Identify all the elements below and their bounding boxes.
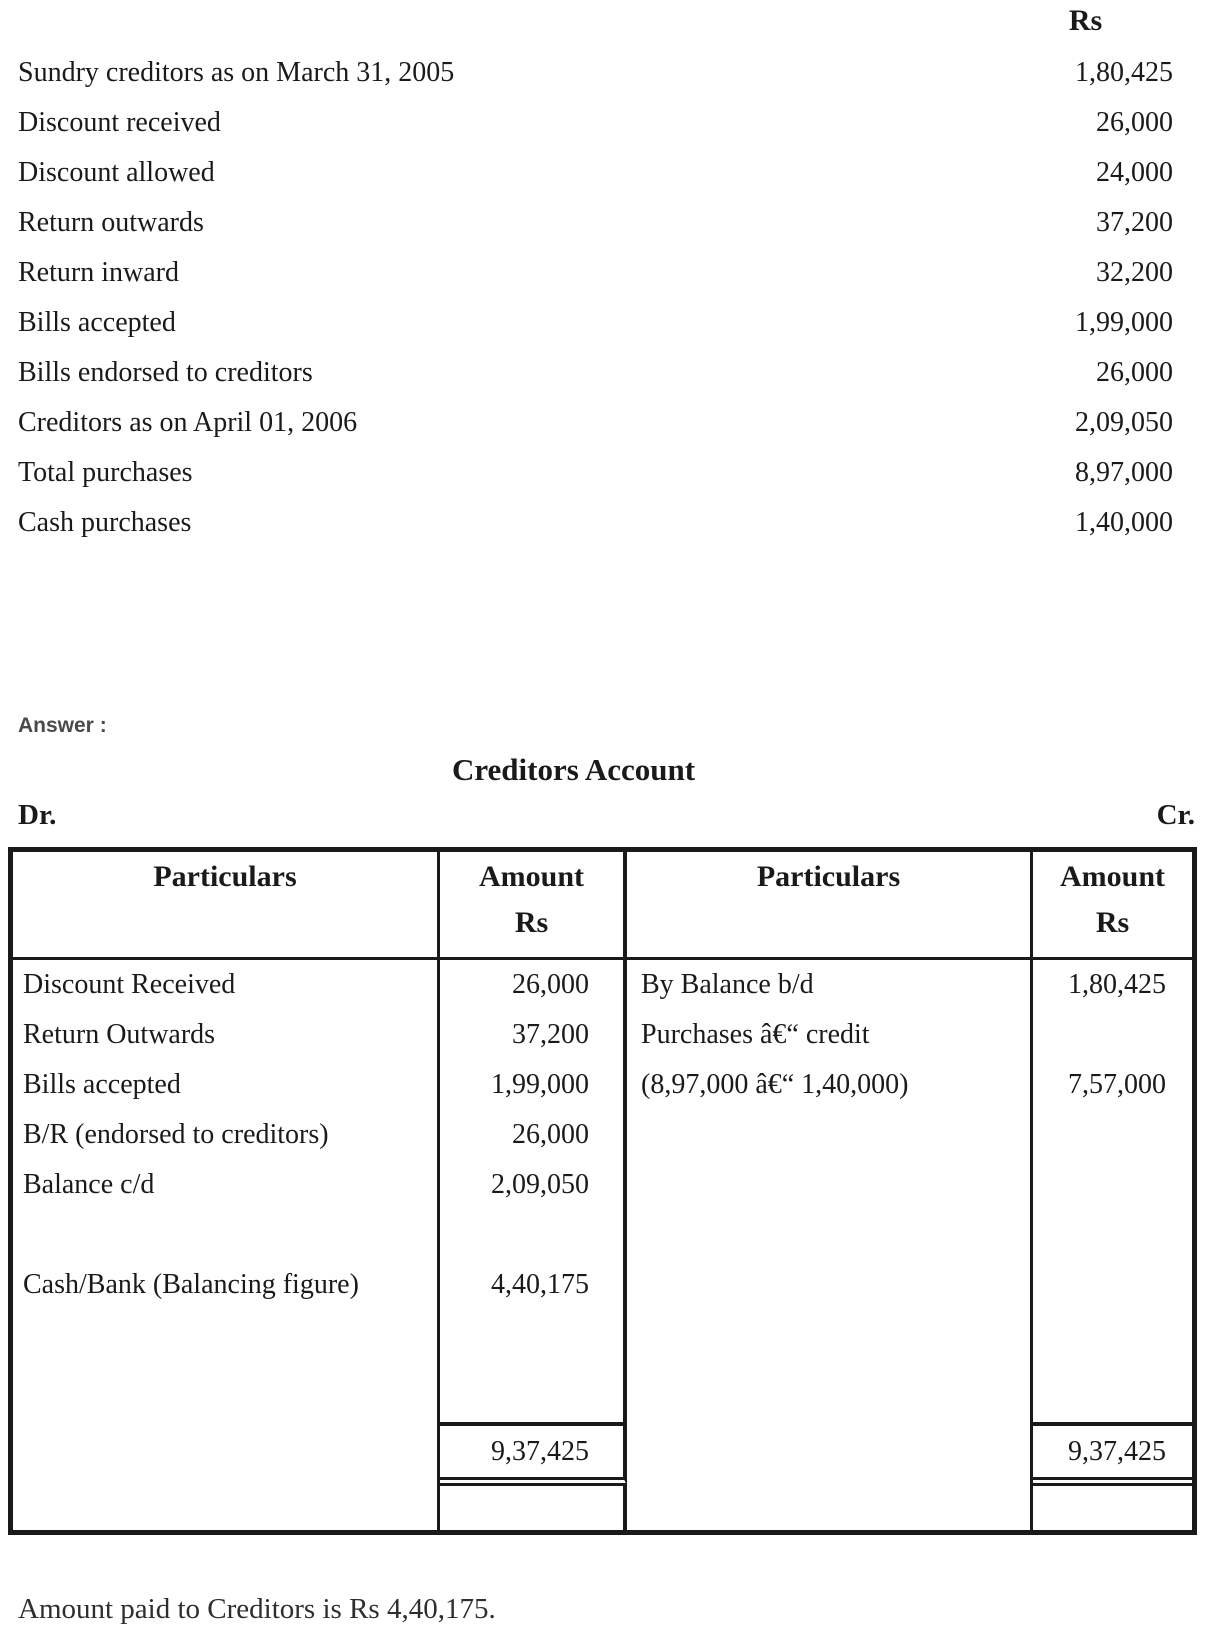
item-label: Discount received [18, 107, 221, 138]
item-amount: 1,99,000 [1075, 307, 1173, 338]
credit-amount [1033, 1010, 1192, 1060]
credit-amount [1033, 1160, 1192, 1210]
debit-particulars: Return Outwards [13, 1010, 440, 1060]
table-row [13, 960, 1192, 1010]
debit-amount: 37,200 [440, 1010, 627, 1060]
cr-label: Cr. [1156, 799, 1195, 831]
empty-cell [13, 1422, 440, 1486]
item-amount: 1,80,425 [1075, 57, 1173, 88]
answer-label: Answer : [18, 714, 107, 737]
empty-cell [1033, 1486, 1192, 1530]
header-particulars-credit: Particulars [627, 852, 1033, 960]
list-item [18, 398, 1173, 448]
list-item [18, 98, 1173, 148]
header-amount-label: Amount [1059, 860, 1165, 893]
header-currency-label: Rs [1095, 906, 1130, 939]
dr-label: Dr. [18, 799, 57, 831]
item-amount: 8,97,000 [1075, 457, 1173, 488]
item-label: Cash purchases [18, 507, 192, 538]
account-title: Creditors Account [451, 752, 696, 787]
empty-cell [1033, 1310, 1192, 1422]
empty-cell [440, 1310, 627, 1422]
credit-particulars [627, 1260, 1033, 1310]
item-amount: 1,40,000 [1075, 507, 1173, 538]
credit-total: 9,37,425 [1033, 1422, 1192, 1486]
table-row [13, 1060, 1192, 1110]
debit-particulars: Discount Received [13, 960, 440, 1010]
debit-particulars: Bills accepted [13, 1060, 440, 1110]
header-amount-debit [440, 852, 627, 960]
debit-amount [440, 1210, 627, 1260]
table-row [13, 1260, 1192, 1310]
debit-amount: 4,40,175 [440, 1260, 627, 1310]
table-header-row [13, 852, 1192, 960]
header-particulars-debit: Particulars [13, 852, 440, 960]
item-amount: 24,000 [1096, 157, 1173, 188]
list-item [18, 348, 1173, 398]
list-item [18, 248, 1173, 298]
item-amount: 26,000 [1096, 357, 1173, 388]
item-label: Discount allowed [18, 157, 215, 188]
credit-amount [1033, 1210, 1192, 1260]
currency-header-row [18, 2, 1173, 48]
item-amount: 2,09,050 [1075, 407, 1173, 438]
item-label: Bills accepted [18, 307, 176, 338]
list-item [18, 448, 1173, 498]
debit-particulars: Balance c/d [13, 1160, 440, 1210]
credit-particulars: By Balance b/d [627, 960, 1033, 1010]
currency-header: Rs [1068, 4, 1103, 37]
debit-amount: 26,000 [440, 960, 627, 1010]
debit-particulars: B/R (endorsed to creditors) [13, 1110, 440, 1160]
debit-amount: 26,000 [440, 1110, 627, 1160]
dr-cr-row [18, 799, 1195, 832]
empty-cell [13, 1486, 440, 1530]
debit-particulars: Cash/Bank (Balancing figure) [13, 1260, 440, 1310]
creditors-account-table [8, 847, 1197, 1535]
table-total-row [13, 1422, 1192, 1486]
given-data-list [0, 0, 1205, 548]
empty-cell [627, 1486, 1033, 1530]
table-filler-row [13, 1310, 1192, 1422]
empty-cell [13, 1310, 440, 1422]
list-item [18, 298, 1173, 348]
debit-amount: 1,99,000 [440, 1060, 627, 1110]
credit-particulars: Purchases â€“ credit [627, 1010, 1033, 1060]
list-item [18, 48, 1173, 98]
item-amount: 32,200 [1096, 257, 1173, 288]
debit-total: 9,37,425 [440, 1422, 627, 1486]
table-row [13, 1160, 1192, 1210]
empty-cell [627, 1422, 1033, 1486]
credit-amount [1033, 1110, 1192, 1160]
item-label: Return inward [18, 257, 179, 288]
item-label: Return outwards [18, 207, 204, 238]
credit-particulars: (8,97,000 â€“ 1,40,000) [627, 1060, 1033, 1110]
item-label: Creditors as on April 01, 2006 [18, 407, 358, 438]
credit-amount: 1,80,425 [1068, 969, 1166, 1000]
item-amount: 37,200 [1096, 207, 1173, 238]
table-bottom-row [13, 1486, 1192, 1530]
header-currency-label: Rs [514, 906, 549, 939]
empty-cell [627, 1310, 1033, 1422]
empty-cell [440, 1486, 627, 1530]
credit-amount: 7,57,000 [1068, 1069, 1166, 1100]
list-item [18, 498, 1173, 548]
table-row [13, 1210, 1192, 1260]
credit-particulars [627, 1210, 1033, 1260]
header-amount-label: Amount [478, 860, 584, 893]
item-label: Bills endorsed to creditors [18, 357, 313, 388]
credit-particulars [627, 1110, 1033, 1160]
list-item [18, 198, 1173, 248]
header-amount-credit [1033, 852, 1192, 960]
conclusion-text: Amount paid to Creditors is Rs 4,40,175. [18, 1593, 496, 1625]
table-row [13, 1110, 1192, 1160]
item-label: Total purchases [18, 457, 193, 488]
credit-particulars [627, 1160, 1033, 1210]
credit-amount [1033, 1260, 1192, 1310]
item-amount: 26,000 [1096, 107, 1173, 138]
debit-particulars [13, 1210, 440, 1260]
debit-amount: 2,09,050 [440, 1160, 627, 1210]
list-item [18, 148, 1173, 198]
table-row [13, 1010, 1192, 1060]
item-label: Sundry creditors as on March 31, 2005 [18, 57, 455, 88]
